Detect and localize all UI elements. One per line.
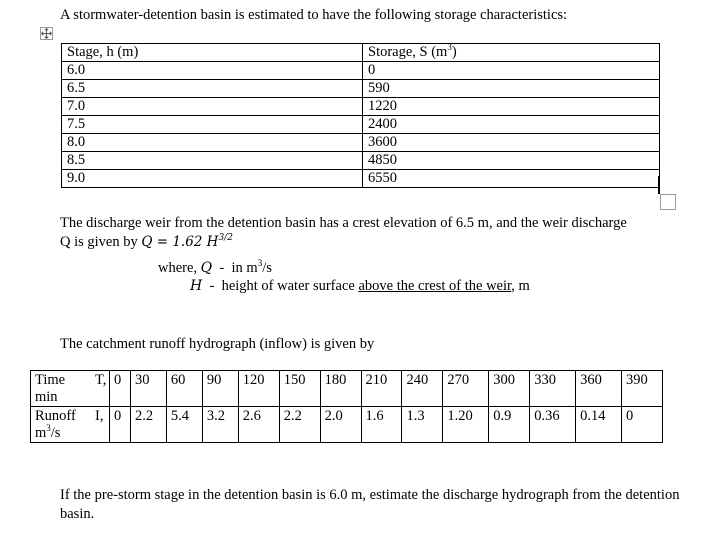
move-arrows-icon <box>41 28 52 39</box>
stage-cell: 8.0 <box>62 134 363 152</box>
storage-cell: 1220 <box>363 98 660 116</box>
runoff-cell: 0 <box>622 407 663 443</box>
time-cell: 0 <box>110 371 131 407</box>
time-cell: 30 <box>130 371 166 407</box>
storage-cell: 4850 <box>363 152 660 170</box>
storage-cell: 6550 <box>363 170 660 188</box>
weir-equation: Q = 1.62 $H^{3/2}$ <box>141 233 233 250</box>
stage-cell: 7.5 <box>62 116 363 134</box>
runoff-cell: 2.6 <box>238 407 279 443</box>
table-row <box>62 62 660 80</box>
stage-cell: 6.0 <box>62 62 363 80</box>
hydrograph-table <box>30 370 663 443</box>
table-row <box>62 98 660 116</box>
time-row <box>31 371 663 407</box>
weir-line-1: The discharge weir from the detention basin has a crest elevation of 6.5 m, and the weir discharge <box>60 215 627 231</box>
storage-header: Storage, S $(m^3)$ <box>363 44 660 62</box>
weir-line-2: Q is given by Q = 1.62 $H^{3/2}$ <box>60 233 233 250</box>
storage-cell: 3600 <box>363 134 660 152</box>
runoff-cell: 2.2 <box>279 407 320 443</box>
stage-cell: 7.0 <box>62 98 363 116</box>
table-resize-handle[interactable] <box>660 194 676 210</box>
where-h-line: H - height of water surface above the crest of the weir, m <box>190 278 530 294</box>
stage-cell: 9.0 <box>62 170 363 188</box>
time-cell: 300 <box>489 371 530 407</box>
time-cell: 180 <box>320 371 361 407</box>
runoff-cell: 2.2 <box>130 407 166 443</box>
storage-cell: 590 <box>363 80 660 98</box>
table-row <box>62 152 660 170</box>
runoff-cell: 0.36 <box>530 407 576 443</box>
time-cell: 120 <box>238 371 279 407</box>
runoff-cell: 0 <box>110 407 131 443</box>
time-cell: 90 <box>202 371 238 407</box>
storage-header-row <box>62 44 660 62</box>
runoff-cell: 0.9 <box>489 407 530 443</box>
stage-header: Stage, h (m) <box>62 44 363 62</box>
runoff-cell: 1.6 <box>361 407 402 443</box>
runoff-cell: 0.14 <box>576 407 622 443</box>
question-text: If the pre-storm stage in the detention basin is 6.0 m, estimate the discharge hydrograph from the detention basin. <box>60 487 680 522</box>
runoff-cell: 5.4 <box>166 407 202 443</box>
runoff-label: Runoff $m^3/s$ <box>31 407 94 443</box>
time-cell: 60 <box>166 371 202 407</box>
time-cell: 330 <box>530 371 576 407</box>
storage-cell: 2400 <box>363 116 660 134</box>
runoff-row <box>31 407 663 443</box>
runoff-symbol: I, <box>93 407 110 443</box>
time-cell: 270 <box>443 371 489 407</box>
time-cell: 210 <box>361 371 402 407</box>
time-cell: 390 <box>622 371 663 407</box>
table-row <box>62 134 660 152</box>
table-row <box>62 116 660 134</box>
intro-text: A stormwater-detention basin is estimated to have the following storage characteristics: <box>60 7 568 23</box>
runoff-cell: 1.20 <box>443 407 489 443</box>
storage-cell: 0 <box>363 62 660 80</box>
stage-cell: 8.5 <box>62 152 363 170</box>
table-row <box>62 80 660 98</box>
runoff-intro: The catchment runoff hydrograph (inflow) is given by <box>60 336 375 352</box>
time-cell: 150 <box>279 371 320 407</box>
time-cell: 240 <box>402 371 443 407</box>
where-q-line: where, Q - in $m^3/s$ <box>158 258 272 276</box>
stage-cell: 6.5 <box>62 80 363 98</box>
table-row <box>62 170 660 188</box>
table-move-handle[interactable] <box>40 27 53 40</box>
time-cell: 360 <box>576 371 622 407</box>
time-symbol: T, <box>93 371 110 407</box>
runoff-cell: 2.0 <box>320 407 361 443</box>
text-cursor <box>658 176 660 194</box>
time-label: Time min <box>31 371 94 407</box>
runoff-cell: 3.2 <box>202 407 238 443</box>
storage-table <box>61 43 660 188</box>
runoff-cell: 1.3 <box>402 407 443 443</box>
